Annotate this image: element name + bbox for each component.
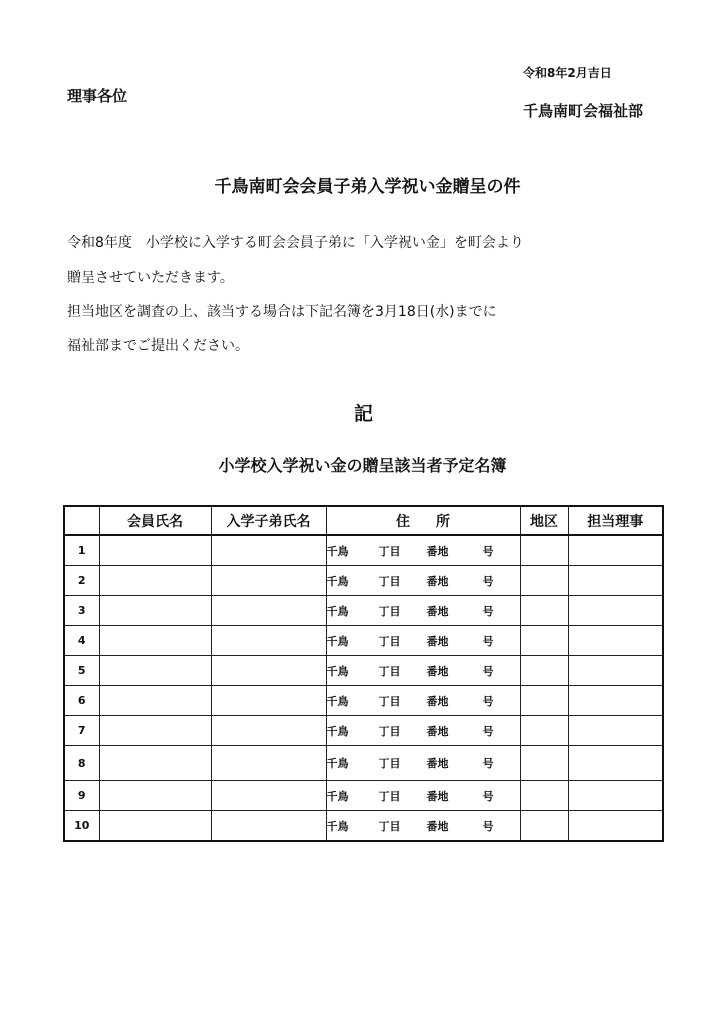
sender: 千鳥南町会福祉部: [523, 102, 644, 120]
address-town-label: 千鳥: [326, 694, 349, 708]
address-cell[interactable]: [326, 781, 520, 811]
director-cell[interactable]: [568, 535, 663, 566]
table-row: [64, 686, 663, 716]
member-name-cell[interactable]: [99, 781, 211, 811]
member-name-cell[interactable]: [99, 716, 211, 746]
roster-header-row: [64, 506, 663, 535]
address-banchi-label: 番地: [426, 694, 449, 708]
address-cell[interactable]: [326, 596, 520, 626]
header-child-name: 入学子弟氏名: [211, 506, 326, 535]
recipient: 理事各位: [67, 87, 128, 105]
roster-body: [64, 535, 663, 841]
director-cell[interactable]: [568, 716, 663, 746]
member-name-cell[interactable]: [99, 811, 211, 842]
address-go-label: 号: [482, 664, 494, 678]
member-name-cell[interactable]: [99, 686, 211, 716]
address-cell[interactable]: [326, 716, 520, 746]
address-town-label: 千鳥: [326, 664, 349, 678]
header-address: [326, 506, 520, 535]
body-line-2: 贈呈させていただきます。: [67, 270, 234, 286]
district-cell[interactable]: [520, 535, 568, 566]
document-date: 令和8年2月吉日: [523, 66, 612, 80]
address-banchi-label: 番地: [426, 634, 449, 648]
document-title: 千鳥南町会会員子弟入学祝い金贈呈の件: [214, 177, 521, 197]
district-cell[interactable]: [520, 781, 568, 811]
address-town-label: 千鳥: [326, 574, 349, 588]
district-cell[interactable]: [520, 626, 568, 656]
body-line-4: 福祉部までご提出ください。: [67, 338, 249, 354]
table-row: [64, 746, 663, 781]
address-go-label: 号: [482, 634, 494, 648]
child-name-cell[interactable]: [211, 811, 326, 842]
district-cell[interactable]: [520, 596, 568, 626]
address-town-label: 千鳥: [326, 634, 349, 648]
address-chome-label: 丁目: [378, 819, 401, 833]
director-cell[interactable]: [568, 566, 663, 596]
row-number: 1: [64, 535, 99, 566]
roster-title: 小学校入学祝い金の贈呈該当者予定名簿: [218, 456, 507, 475]
child-name-cell[interactable]: [211, 686, 326, 716]
member-name-cell[interactable]: [99, 596, 211, 626]
address-go-label: 号: [482, 574, 494, 588]
director-cell[interactable]: [568, 811, 663, 842]
table-row: [64, 535, 663, 566]
address-cell[interactable]: [326, 811, 520, 842]
address-cell[interactable]: [326, 686, 520, 716]
address-cell[interactable]: [326, 535, 520, 566]
header-number: [64, 506, 99, 535]
district-cell[interactable]: [520, 811, 568, 842]
header-director: 担当理事: [568, 506, 663, 535]
table-row: [64, 716, 663, 746]
member-name-cell[interactable]: [99, 566, 211, 596]
child-name-cell[interactable]: [211, 716, 326, 746]
director-cell[interactable]: [568, 686, 663, 716]
address-banchi-label: 番地: [426, 724, 449, 738]
address-banchi-label: 番地: [426, 604, 449, 618]
table-row: [64, 596, 663, 626]
address-banchi-label: 番地: [426, 789, 449, 803]
address-chome-label: 丁目: [378, 574, 401, 588]
district-cell[interactable]: [520, 746, 568, 781]
address-chome-label: 丁目: [378, 724, 401, 738]
member-name-cell[interactable]: [99, 626, 211, 656]
address-town-label: 千鳥: [326, 789, 349, 803]
address-banchi-label: 番地: [426, 574, 449, 588]
address-chome-label: 丁目: [378, 789, 401, 803]
header-member-name: 会員氏名: [99, 506, 211, 535]
address-go-label: 号: [482, 604, 494, 618]
address-cell[interactable]: [326, 656, 520, 686]
child-name-cell[interactable]: [211, 656, 326, 686]
table-row: [64, 811, 663, 842]
address-chome-label: 丁目: [378, 544, 401, 558]
district-cell[interactable]: [520, 716, 568, 746]
child-name-cell[interactable]: [211, 781, 326, 811]
address-go-label: 号: [482, 819, 494, 833]
address-banchi-label: 番地: [426, 664, 449, 678]
director-cell[interactable]: [568, 746, 663, 781]
row-number: 10: [64, 811, 99, 842]
table-row: [64, 566, 663, 596]
address-go-label: 号: [482, 757, 494, 770]
row-number: 9: [64, 781, 99, 811]
row-number: 7: [64, 716, 99, 746]
address-town-label: 千鳥: [326, 604, 349, 618]
table-row: [64, 656, 663, 686]
child-name-cell[interactable]: [211, 596, 326, 626]
header-address-part1: 住: [396, 513, 410, 530]
child-name-cell[interactable]: [211, 566, 326, 596]
member-name-cell[interactable]: [99, 656, 211, 686]
address-go-label: 号: [482, 789, 494, 803]
address-chome-label: 丁目: [378, 757, 401, 770]
header-address-part2: 所: [436, 513, 450, 530]
director-cell[interactable]: [568, 781, 663, 811]
address-banchi-label: 番地: [426, 819, 449, 833]
row-number: 4: [64, 626, 99, 656]
member-name-cell[interactable]: [99, 746, 211, 781]
address-cell[interactable]: [326, 746, 520, 781]
child-name-cell[interactable]: [211, 626, 326, 656]
address-town-label: 千鳥: [326, 757, 349, 770]
table-row: [64, 626, 663, 656]
address-cell[interactable]: [326, 626, 520, 656]
row-number: 6: [64, 686, 99, 716]
address-go-label: 号: [482, 724, 494, 738]
address-banchi-label: 番地: [426, 544, 449, 558]
address-chome-label: 丁目: [378, 694, 401, 708]
district-cell[interactable]: [520, 566, 568, 596]
district-cell[interactable]: [520, 686, 568, 716]
body-line-3: 担当地区を調査の上、該当する場合は下記名簿を3月18日(水)までに: [67, 304, 497, 320]
row-number: 8: [64, 746, 99, 781]
address-chome-label: 丁目: [378, 634, 401, 648]
address-town-label: 千鳥: [326, 544, 349, 558]
director-cell[interactable]: [568, 656, 663, 686]
member-name-cell[interactable]: [99, 535, 211, 566]
address-town-label: 千鳥: [326, 819, 349, 833]
address-town-label: 千鳥: [326, 724, 349, 738]
row-number: 5: [64, 656, 99, 686]
address-go-label: 号: [482, 544, 494, 558]
body-line-1: 令和8年度 小学校に入学する町会会員子弟に「入学祝い金」を町会より: [67, 235, 524, 251]
ki-heading: 記: [353, 403, 373, 425]
address-cell[interactable]: [326, 566, 520, 596]
director-cell[interactable]: [568, 626, 663, 656]
address-go-label: 号: [482, 694, 494, 708]
address-chome-label: 丁目: [378, 664, 401, 678]
address-banchi-label: 番地: [426, 757, 449, 770]
roster-table: [63, 505, 664, 842]
district-cell[interactable]: [520, 656, 568, 686]
row-number: 2: [64, 566, 99, 596]
row-number: 3: [64, 596, 99, 626]
director-cell[interactable]: [568, 596, 663, 626]
child-name-cell[interactable]: [211, 746, 326, 781]
child-name-cell[interactable]: [211, 535, 326, 566]
header-district: 地区: [520, 506, 568, 535]
address-chome-label: 丁目: [378, 604, 401, 618]
table-row: [64, 781, 663, 811]
